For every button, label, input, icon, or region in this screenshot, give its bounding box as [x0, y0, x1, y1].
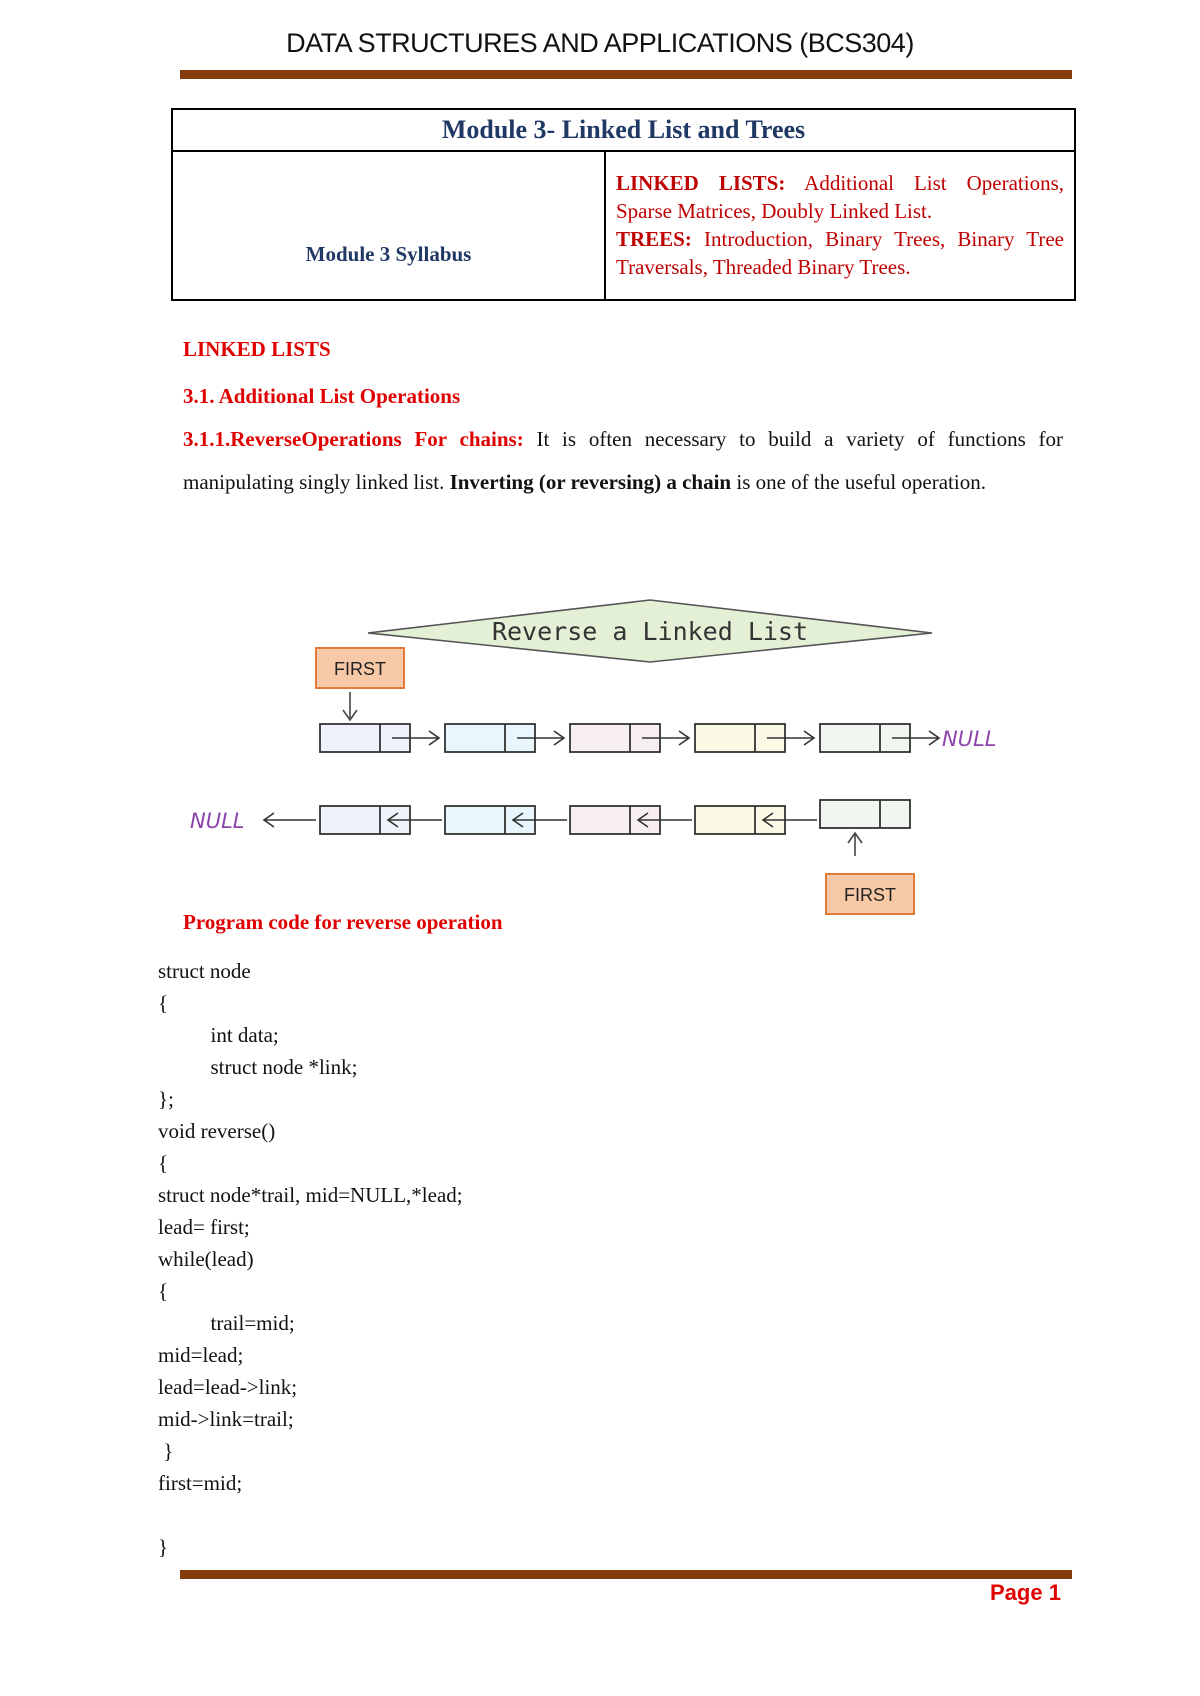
syllabus-content	[605, 151, 1075, 300]
reverse-code-block: struct node { int data; struct node *link; }; void reverse() { struct node*trail, mid=NULL,*lead; lead= first; while(lead) { trail=mid; mid=lead; lead=lead->link; mid->link=trail; } first=mid; }	[158, 959, 463, 1559]
module-title: Module 3- Linked List and Trees	[172, 109, 1075, 151]
null-label-right: NULL	[942, 727, 997, 751]
page-number: Page 1	[990, 1580, 1061, 1605]
diagram-banner-text: Reverse a Linked List	[491, 617, 809, 646]
intro-bold-text: Inverting (or reversing) a chain	[449, 470, 732, 494]
trees-topic-head: TREES:	[616, 227, 692, 251]
bottom-node-5	[820, 800, 910, 828]
null-label-left: NULL	[190, 809, 245, 833]
linked-lists-topic-head: LINKED LISTS:	[616, 171, 786, 195]
first-pointer-label-top: FIRST	[334, 659, 386, 679]
intro-text: It is often necessary to build a variety of functions for manipulating singly linked list.	[183, 427, 1063, 494]
document-header-title: DATA STRUCTURES AND APPLICATIONS (BCS304)	[286, 28, 914, 58]
reverse-linked-list-diagram	[180, 588, 997, 918]
program-code-heading: Program code for reverse operation	[183, 910, 503, 934]
bottom-arrow-2	[388, 813, 442, 827]
bottom-arrow-5	[763, 813, 817, 827]
bottom-arrow-3	[513, 813, 567, 827]
linked-lists-topics: Additional List Operations, Sparse Matrices, Doubly Linked List.	[616, 171, 1064, 223]
header-rule	[180, 70, 1072, 79]
syllabus-label: Module 3 Syllabus	[172, 151, 605, 300]
reverse-operations-heading: 3.1.1.ReverseOperations For chains:	[183, 427, 524, 451]
bottom-arrow-1	[264, 813, 316, 827]
footer-rule	[180, 1570, 1072, 1579]
first-pointer-label-bottom: FIRST	[844, 885, 896, 905]
intro-paragraph	[183, 418, 1063, 504]
bottom-arrow-4	[638, 813, 692, 827]
trees-topics: Introduction, Binary Trees, Binary Tree Traversals, Threaded Binary Trees.	[616, 227, 1064, 279]
syllabus-table	[171, 108, 1076, 301]
subsection-heading: 3.1. Additional List Operations	[183, 384, 461, 408]
intro-text-end: is one of the useful operation.	[731, 470, 986, 494]
section-heading: LINKED LISTS	[183, 337, 331, 361]
